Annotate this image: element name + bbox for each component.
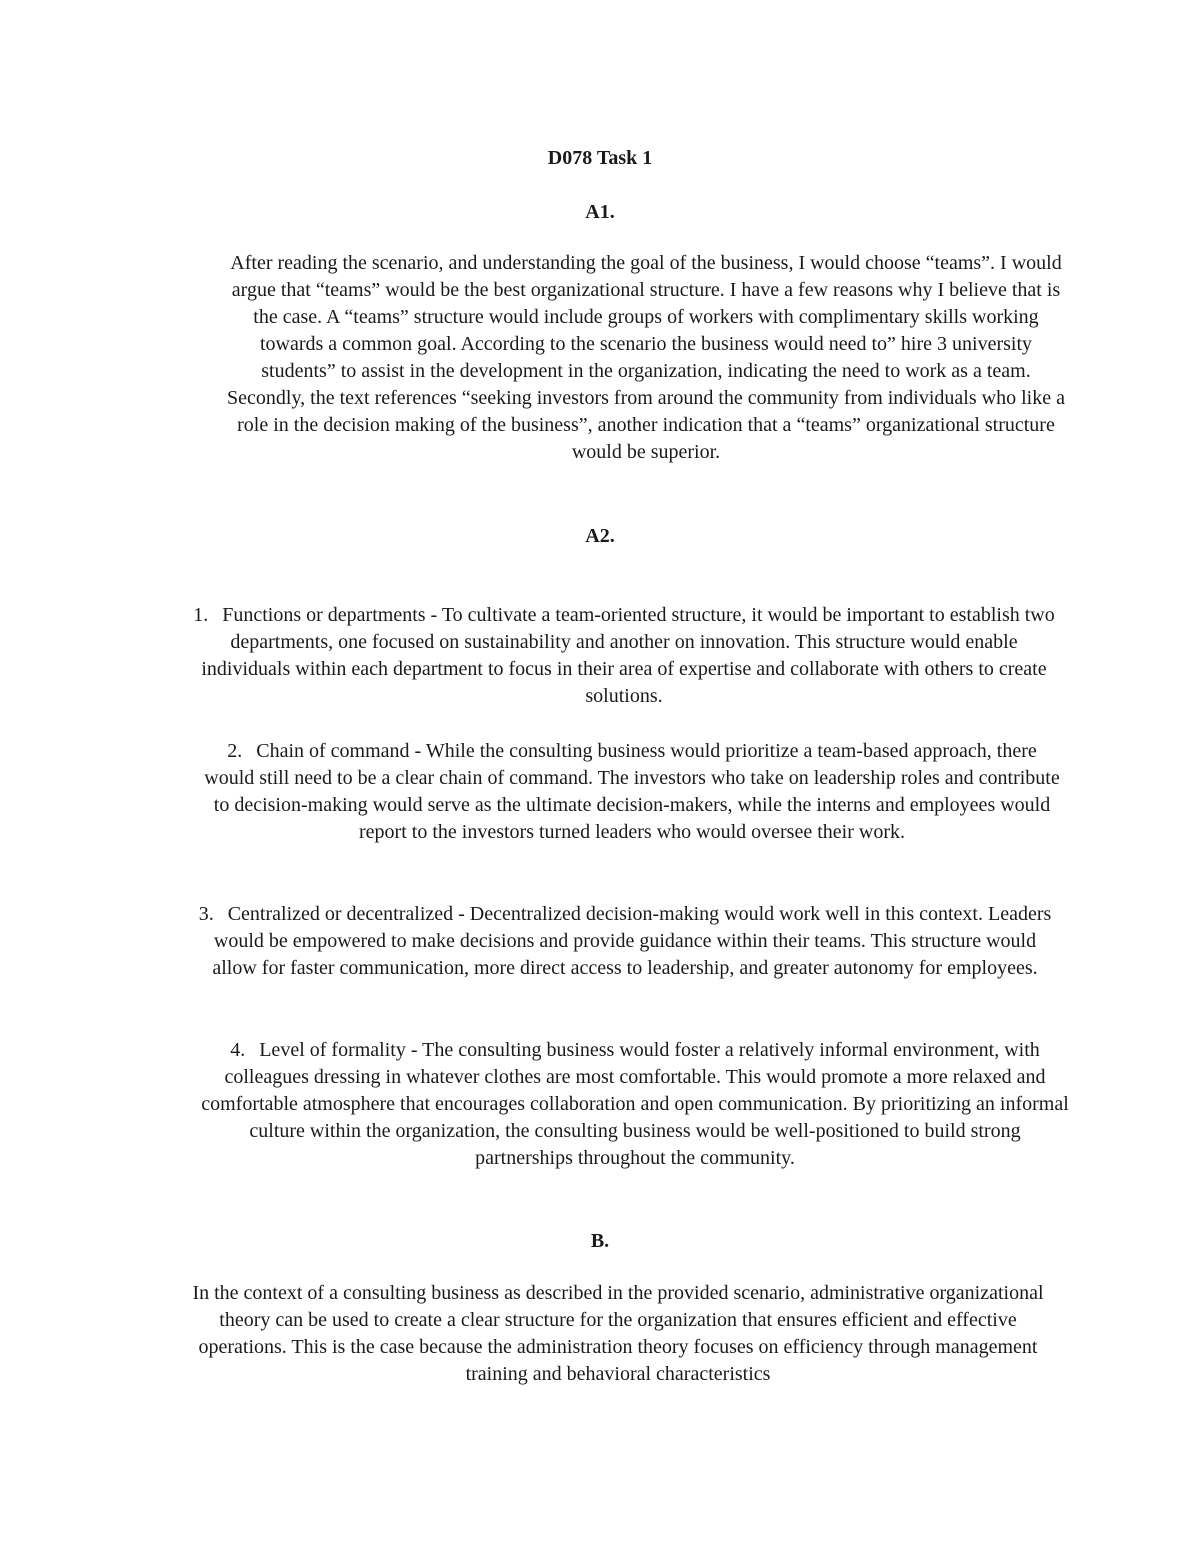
list-item-3: [192, 901, 1058, 982]
list-item-4-text: Level of formality - The consulting business would foster a relatively informal environment, with colleagues dressing in whatever clothes are most comfortable. This would promote a more relaxed and comfortable atmosphere that encourages collaboration and open communication. By prioritizing an informal culture within the organization, the consulting business would be well-positioned to build strong partnerships throughout the community.: [201, 1039, 1069, 1169]
document-title: D078 Task 1: [547, 147, 653, 169]
list-item-2: [204, 738, 1060, 846]
list-item-2-text: Chain of command - While the consulting business would prioritize a team-based approach, there would still need to be a clear chain of command. The investors who take on leadership roles and contribute to decision-making would serve as the ultimate decision-makers, while the interns and employees would report to the investors turned leaders who would oversee their work.: [204, 740, 1060, 843]
section-a1-body: After reading the scenario, and understanding the goal of the business, I would choose “teams”. I would argue that “teams” would be the best organizational structure. I have a few reasons why I believe that is the case. A “teams” structure would include groups of workers with complimentary skills working towards a common goal. According to the scenario the business would need to” hire 3 university students” to assist in the development in the organization, indicating the need to work as a team. Secondly, the text references “seeking investors from around the community from individuals who like a role in the decision making of the business”, another indication that a “teams” organizational structure would be superior.: [227, 252, 1065, 463]
section-a1-heading: A1.: [585, 201, 615, 223]
list-item-4-number: 4.: [230, 1039, 246, 1061]
list-item-4: [200, 1037, 1070, 1172]
list-item-3-number: 3.: [198, 903, 214, 925]
list-item-1: [184, 602, 1064, 710]
list-item-1-number: 1.: [193, 604, 209, 626]
section-b-heading: B.: [590, 1230, 610, 1252]
list-item-1-text: Functions or departments - To cultivate a team-oriented structure, it would be important to establish two departments, one focused on sustainability and another on innovation. This structure would enable individuals within each department to focus in their area of expertise and collaborate with others to create solutions.: [201, 604, 1055, 707]
section-a2-heading: A2.: [585, 525, 615, 547]
list-item-3-text: Centralized or decentralized - Decentralized decision-making would work well in this context. Leaders would be empowered to make decisions and provide guidance within their teams. This structure would allow for faster communication, more direct access to leadership, and greater autonomy for employees.: [212, 903, 1052, 979]
section-b-body: In the context of a consulting business as described in the provided scenario, administrative organizational theory can be used to create a clear structure for the organization that ensures efficient and effective operations. This is the case because the administration theory focuses on efficiency through management training and behavioral characteristics: [192, 1282, 1044, 1385]
list-item-2-number: 2.: [227, 740, 243, 762]
